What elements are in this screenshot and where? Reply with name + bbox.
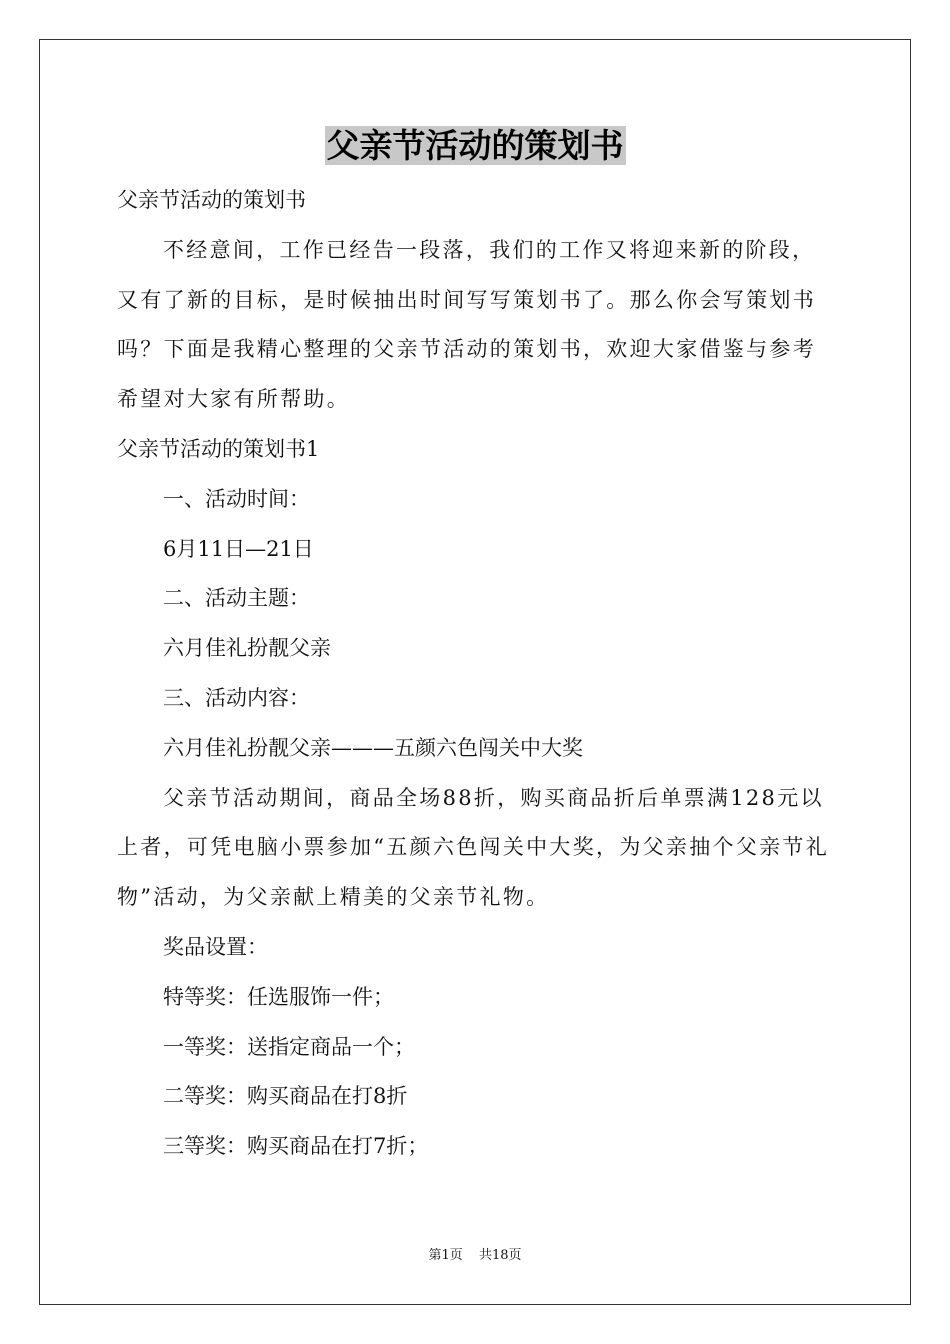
section-title: 父亲节活动的策划书1 xyxy=(117,436,320,461)
prize-item: 二等奖：购买商品在打8折 xyxy=(163,1084,408,1109)
list-item: 6月11日—21日 xyxy=(163,536,314,561)
list-item: 六月佳礼扮靓父亲 xyxy=(163,636,331,661)
list-item: 二、活动主题： xyxy=(163,586,310,611)
document-body xyxy=(117,176,837,1172)
page-number: 第1页 xyxy=(428,1248,463,1263)
activity-paragraph: 父亲节活动期间，商品全场88折，购买商品折后单票满128元以上者，可凭电脑小票参加“五颜六色闯关中大奖，为父亲抽个父亲节礼物”活动，为父亲献上精美的父亲节礼物。 xyxy=(117,785,830,910)
list-item: 六月佳礼扮靓父亲———五颜六色闯关中大奖 xyxy=(163,735,583,760)
prize-item: 特等奖：任选服饰一件； xyxy=(163,984,394,1009)
page-total: 共18页 xyxy=(478,1248,522,1263)
page-title xyxy=(0,124,950,168)
list-item: 一、活动时间： xyxy=(163,486,310,511)
page-title-text: 父亲节活动的策划书 xyxy=(326,126,624,165)
subtitle: 父亲节活动的策划书 xyxy=(117,188,306,212)
prize-item: 一等奖：送指定商品一个； xyxy=(163,1034,415,1059)
list-item: 三、活动内容： xyxy=(163,685,310,710)
prize-heading: 奖品设置： xyxy=(163,934,268,959)
intro-paragraph: 不经意间，工作已经告一段落，我们的工作又将迎来新的阶段，又有了新的目标，是时候抽出时间写写策划书了。那么你会写策划书吗？下面是我精心整理的父亲节活动的策划书，欢迎大家借鉴与参考希望对大家有所帮助。 xyxy=(117,237,816,412)
prize-item: 三等奖：购买商品在打7折； xyxy=(163,1134,429,1159)
page-footer xyxy=(0,1244,950,1263)
